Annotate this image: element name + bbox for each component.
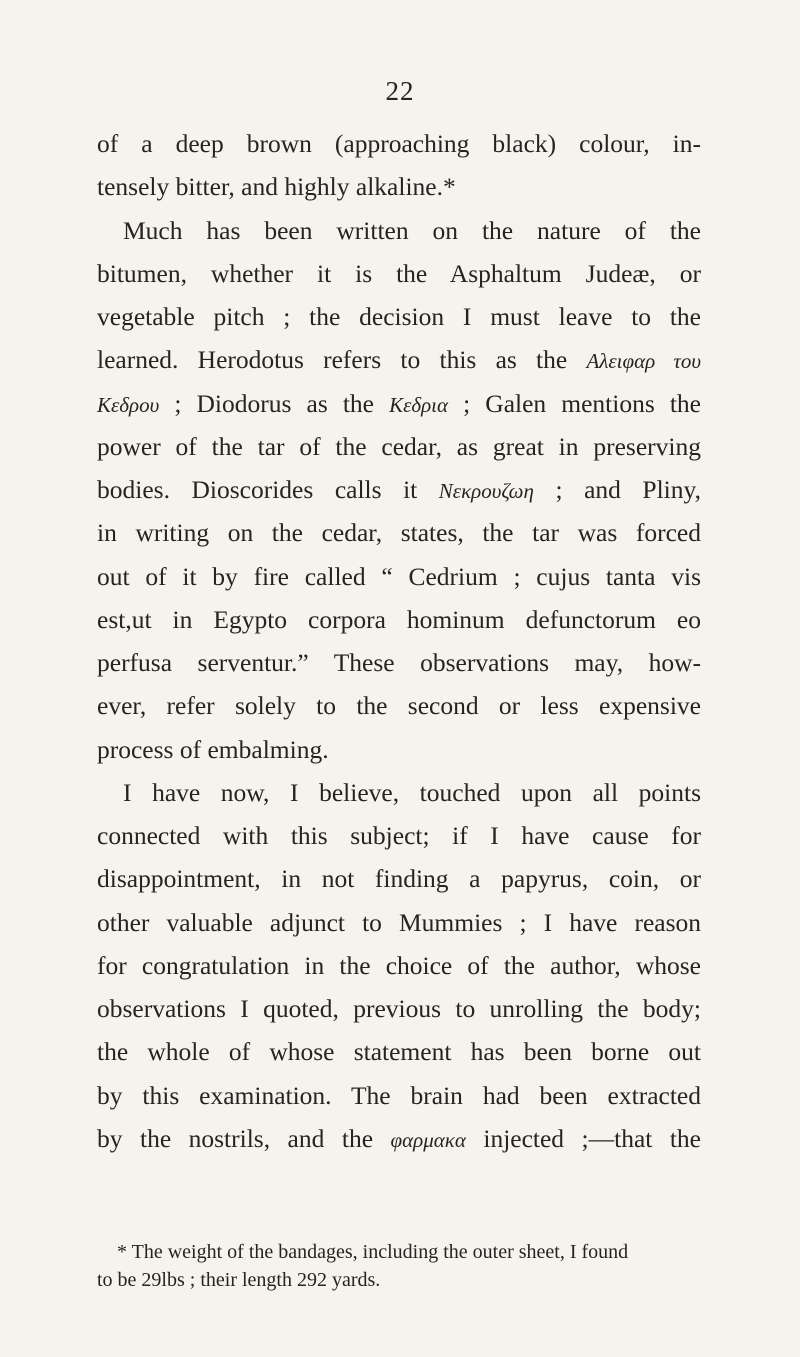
text-line: Much has been written on the nature of the [123,215,701,245]
text-line: process of embalming. [97,734,329,764]
text-line [97,1117,701,1160]
text-line: in writing on the cedar, states, the tar was forced [97,518,701,548]
text-line: other valuable adjunct to Mummies ; I have reason [97,907,701,937]
text-span: ; Galen mentions the [448,388,701,418]
text-line: for congratulation in the choice of the author, whose [97,950,701,980]
text-line [97,338,701,381]
footnote-line: to be 29lbs ; their length 292 yards. [97,1269,381,1291]
text-line: bitumen, whether it is the Asphaltum Judeæ, or [97,258,701,288]
text-line: est,ut in Egypto corpora hominum defunctorum eo [97,604,701,634]
greek-term: φαρμακα [390,1127,466,1152]
text-line: disappointment, in not finding a papyrus, coin, or [97,864,701,894]
text-line: out of it by fire called “ Cedrium ; cujus tanta vis [97,561,701,591]
page-number: 22 [385,76,415,106]
text-line: tensely bitter, and highly alkaline.* [97,172,456,202]
text-span: injected ;—that the [465,1123,701,1153]
text-line: vegetable pitch ; the decision I must leave to the [97,302,701,331]
text-line [97,382,701,425]
greek-term: Νεκρουζωη [438,479,534,503]
text-line: observations I quoted, previous to unrolling the body; [97,994,701,1023]
footnote-line: * The weight of the bandages, including the outer sheet, I found [117,1241,629,1263]
text-line: ever, refer solely to the second or less expensive [97,691,701,721]
text-line: I have now, I believe, touched upon all points [123,777,701,807]
text-span: bodies. Dioscorides calls it [97,475,439,504]
greek-term: Κεδρια [389,392,449,417]
text-span: ; Diodorus as the [159,388,390,418]
text-line: by this examination. The brain had been extracted [97,1080,701,1110]
text-span: by the nostrils, and the [97,1123,391,1153]
footnote [97,1238,701,1294]
text-line: power of the tar of the cedar, as great in preserving [97,431,701,461]
text-span: ; and Pliny, [533,475,701,504]
text-span: learned. Herodotus refers to this as the [97,345,587,375]
text-line [97,468,701,511]
text-line: of a deep brown (approaching black) colour, in- [97,129,701,158]
body-text [97,122,701,1160]
text-line: perfusa serventur.” These observations may, how- [97,648,701,677]
text-line: connected with this subject; if I have cause for [97,821,701,850]
greek-term: Αλειφαρ του [586,349,701,374]
greek-term: Κεδρου [97,392,160,417]
text-line: the whole of whose statement has been borne out [97,1037,701,1067]
